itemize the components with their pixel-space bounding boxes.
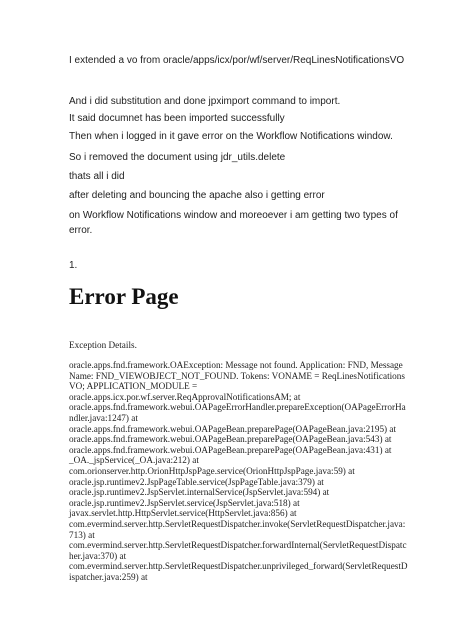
- stack-trace-line: com.evermind.server.http.ServletRequestDispatcher.forwardInternal(ServletRequestDispatcher.java:370) at: [69, 540, 407, 561]
- stack-trace-line: _OA._jspService(_OA.java:212) at: [69, 455, 199, 466]
- stack-trace-line: oracle.apps.fnd.framework.OAException: Message not found. Application: FND, Message Name: FND_VIEWOBJECT_NOT_FOUND. Tokens: VONAME = ReqLinesNotificationsVO; APPLICATION_MODULE =: [69, 360, 405, 392]
- stack-trace-line: oracle.apps.fnd.framework.webui.OAPageBean.preparePage(OAPageBean.java:2195) at: [69, 423, 397, 434]
- stack-trace-line: com.evermind.server.http.ServletRequestDispatcher.unprivileged_forward(ServletRequestDispatcher.java:259) at: [69, 561, 408, 582]
- paragraph-thats-all: thats all i did: [69, 171, 125, 182]
- stack-trace-line: oracle.apps.fnd.framework.webui.OAPageBean.preparePage(OAPageBean.java:543) at: [69, 434, 392, 445]
- stack-trace-line: oracle.jsp.runtimev2.JspServlet.service(JspServlet.java:518) at: [69, 497, 300, 508]
- paragraph-two-types-error: on Workflow Notifications window and moreoever i am getting two types of error.: [69, 210, 398, 236]
- stack-trace-line: oracle.jsp.runtimev2.JspPageTable.service(JspPageTable.java:379) at: [69, 476, 324, 487]
- paragraph-imported: It said documnet has been imported successfully: [69, 113, 285, 124]
- list-number: 1.: [69, 260, 78, 271]
- paragraph-extended-vo: I extended a vo from oracle/apps/icx/por/wf/server/ReqLinesNotificationsVO: [69, 55, 405, 66]
- paragraph-after-deleting: after deleting and bouncing the apache also i getting error: [69, 190, 325, 201]
- paragraph-error-workflow: Then when i logged in it gave error on the Workflow Notifications window.: [69, 131, 393, 142]
- error-page-title: Error Page: [69, 284, 179, 309]
- stack-trace-line: oracle.apps.icx.por.wf.server.ReqApprovalNotificationsAM; at: [69, 391, 301, 402]
- paragraph-removed-document: So i removed the document using jdr_utils.delete: [69, 152, 286, 163]
- stack-trace-line: oracle.jsp.runtimev2.JspServlet.internalService(JspServlet.java:594) at: [69, 487, 330, 498]
- paragraph-substitution: And i did substitution and done jpximport command to import.: [69, 96, 341, 107]
- stack-trace-line: com.evermind.server.http.ServletRequestDispatcher.invoke(ServletRequestDispatcher.java:713) at: [69, 518, 406, 540]
- stack-trace: [69, 360, 409, 582]
- stack-trace-line: oracle.apps.fnd.framework.webui.OAPageBean.preparePage(OAPageBean.java:431) at: [69, 444, 392, 455]
- stack-trace-line: oracle.apps.fnd.framework.webui.OAPageErrorHandler.prepareException(OAPageErrorHandler.java:1247) at: [69, 402, 406, 423]
- stack-trace-line: javax.servlet.http.HttpServlet.service(HttpServlet.java:856) at: [69, 508, 297, 519]
- stack-trace-line: com.orionserver.http.OrionHttpJspPage.service(OrionHttpJspPage.java:59) at: [69, 465, 355, 476]
- exception-details-label: Exception Details.: [69, 340, 137, 350]
